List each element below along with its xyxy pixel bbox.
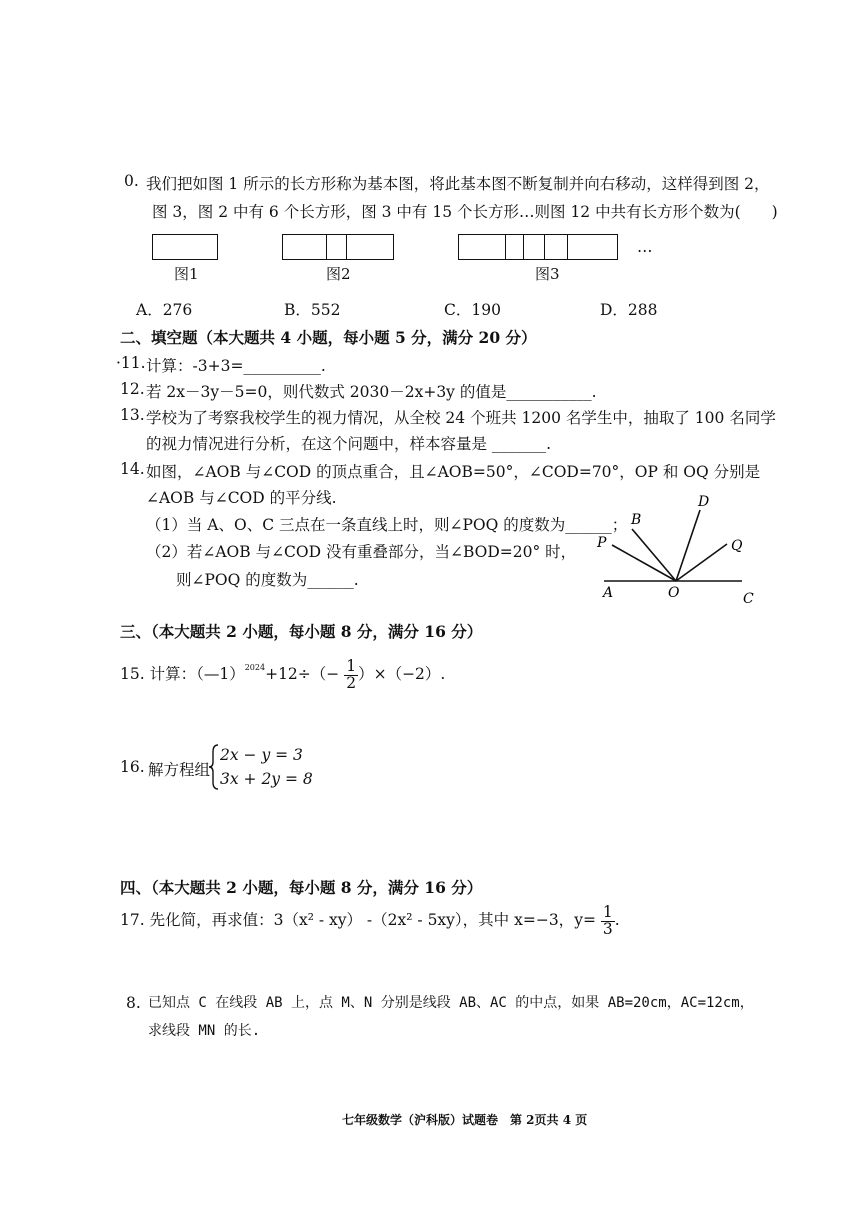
- q14-sub2: （2）若∠AOB 与∠COD 没有重叠部分，当∠BOD=20° 时，: [146, 543, 577, 561]
- label-a: A: [603, 585, 614, 601]
- ray-od: [676, 510, 700, 581]
- q11-number: ·11.: [116, 354, 146, 372]
- q15: [120, 648, 446, 692]
- figure-1: [152, 234, 218, 260]
- q18-number: 8.: [126, 994, 141, 1012]
- figure-2-caption: 图2: [326, 265, 351, 283]
- q17-frac-num: 1: [602, 903, 613, 921]
- ray-op: [612, 545, 676, 581]
- figure-2: [282, 234, 394, 260]
- q17-fraction: [601, 905, 615, 937]
- q11-text: 计算：-3+3=__________.: [146, 357, 326, 375]
- q18-line1: 已知点 C 在线段 AB 上，点 M、N 分别是线段 AB、AC 的中点，如果 AB=20cm，AC=12cm，: [148, 995, 754, 1011]
- q17-end: .: [614, 911, 620, 929]
- q10-option-a: A．276: [136, 301, 193, 319]
- section-2-heading: 二、填空题（本大题共 4 小题，每小题 5 分，满分 20 分）: [120, 328, 537, 347]
- q15-frac-den: 2: [346, 673, 357, 692]
- q10-option-c: C．190: [444, 301, 501, 319]
- label-o: O: [668, 585, 680, 601]
- q14-line1: 如图，∠AOB 与∠COD 的顶点重合，且∠AOB=50°，∠COD=70°，OP 和 OQ 分别是: [146, 463, 761, 481]
- angle-figure: [590, 490, 770, 612]
- q13-number: 13.: [120, 406, 145, 424]
- q16-eq1: 2x − y = 3: [220, 746, 303, 764]
- q15-mid: +12÷（−: [265, 665, 340, 683]
- q13-line1: 学校为了考察我校学生的视力情况，从全校 24 个班共 1200 名学生中，抽取了 100 名同学: [146, 409, 776, 427]
- q10-option-b: B．552: [284, 301, 341, 319]
- q15-suffix: ）×（−2）.: [358, 665, 446, 683]
- figure-3: [458, 234, 618, 260]
- q15-prefix: 计算：（—1）: [149, 665, 245, 683]
- label-b: B: [631, 512, 642, 528]
- q15-exponent: 2024: [244, 663, 266, 672]
- section-4-heading: 四、（本大题共 2 小题，每小题 8 分，满分 16 分）: [120, 878, 483, 897]
- q12-number: 12.: [120, 380, 145, 398]
- section-3-heading: 三、（本大题共 2 小题，每小题 8 分，满分 16 分）: [120, 622, 483, 641]
- q13-line2: 的视力情况进行分析，在这个问题中，样本容量是 _______.: [146, 435, 552, 453]
- q17: [120, 898, 620, 942]
- q15-fraction: [344, 659, 358, 691]
- q10-number: 0.: [124, 172, 139, 190]
- q14-number: 14.: [120, 460, 145, 478]
- q10-option-d: D．288: [600, 301, 658, 319]
- q16-number: 16.: [120, 758, 145, 776]
- q12-text: 若 2x－3y－5=0，则代数式 2030－2x+3y 的值是___________.: [146, 383, 597, 401]
- label-c: C: [743, 591, 754, 607]
- q17-frac-den: 3: [602, 919, 613, 938]
- figure-3-caption: 图3: [535, 265, 560, 283]
- figure-1-caption: 图1: [174, 265, 199, 283]
- q10-line1: 我们把如图 1 所示的长方形称为基本图，将此基本图不断复制并向右移动，这样得到图 2，: [146, 175, 770, 193]
- q14-sub3: 则∠POQ 的度数为______.: [176, 571, 359, 589]
- q17-number: 17.: [120, 911, 145, 929]
- label-q: Q: [731, 538, 743, 554]
- q14-sub1: （1）当 A、O、C 三点在一条直线上时，则∠POQ 的度数为______；: [146, 516, 628, 534]
- q17-text: 先化简，再求值：3（x² - xy） -（2x² - 5xy），其中 x=−3，y=: [149, 911, 596, 929]
- q15-frac-num: 1: [346, 657, 357, 675]
- ray-oq: [676, 544, 727, 581]
- q14-line2: ∠AOB 与∠COD 的平分线.: [146, 489, 337, 507]
- q16-eq2: 3x + 2y = 8: [220, 770, 313, 788]
- brace: [208, 744, 220, 790]
- page-footer: 七年级数学（沪科版）试题卷 第 2页共 4 页: [342, 1113, 588, 1127]
- label-p: P: [597, 535, 607, 551]
- q15-number: 15.: [120, 665, 145, 683]
- figure-ellipsis: …: [637, 238, 653, 256]
- q18-line2: 求线段 MN 的长.: [148, 1023, 261, 1039]
- label-d: D: [698, 494, 710, 510]
- q10-line2: 图 3，图 2 中有 6 个长方形，图 3 中有 15 个长方形…则图 12 中共有长方形个数为( ): [152, 203, 778, 221]
- ray-ob: [632, 529, 676, 581]
- q16-prefix: 解方程组: [148, 761, 211, 779]
